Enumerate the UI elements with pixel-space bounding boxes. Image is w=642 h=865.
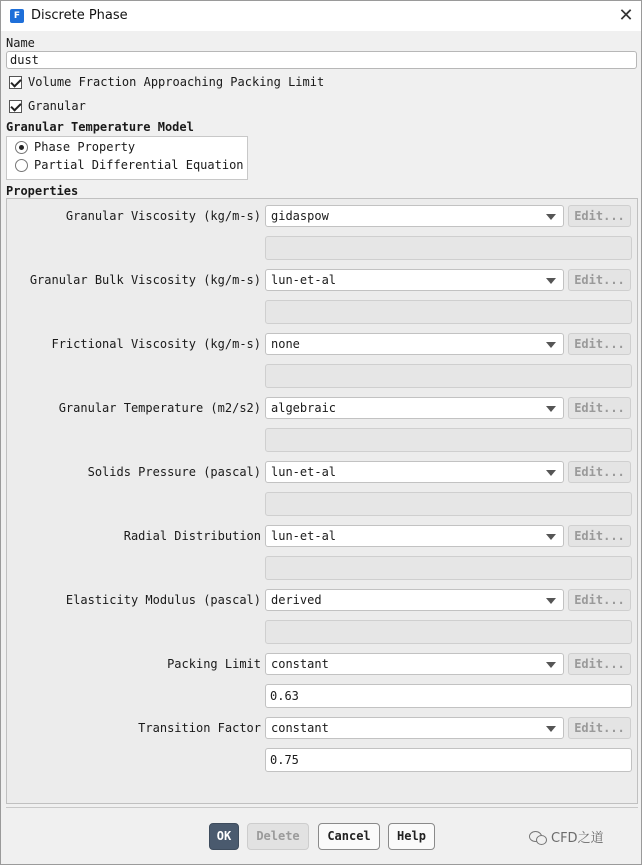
dropdown-value: lun-et-al: [271, 465, 337, 479]
property-value-field: [265, 364, 632, 388]
property-value-field: [265, 236, 632, 260]
property-method-dropdown[interactable]: [265, 397, 564, 419]
property-label: Radial Distribution: [123, 529, 261, 543]
edit-button[interactable]: Edit...: [568, 269, 631, 291]
property-label: Granular Bulk Viscosity (kg/m-s): [29, 273, 261, 287]
edit-button[interactable]: Edit...: [568, 589, 631, 611]
chevron-down-icon: [546, 726, 556, 732]
granular-temperature-model-heading: Granular Temperature Model: [6, 120, 194, 134]
wechat-icon: [529, 830, 547, 844]
properties-heading: Properties: [6, 184, 79, 198]
separator: [6, 807, 638, 808]
title-bar: [1, 1, 641, 31]
edit-button[interactable]: Edit...: [568, 333, 631, 355]
phase-property-label[interactable]: Phase Property: [34, 140, 136, 154]
cancel-button[interactable]: Cancel: [318, 823, 380, 850]
dropdown-value: none: [271, 337, 300, 351]
edit-button[interactable]: Edit...: [568, 397, 631, 419]
phase-property-radio[interactable]: [15, 141, 28, 154]
dropdown-value: constant: [271, 657, 329, 671]
chevron-down-icon: [546, 342, 556, 348]
delete-button[interactable]: Delete: [247, 823, 309, 850]
dropdown-value: constant: [271, 721, 329, 735]
name-input[interactable]: dust: [6, 51, 637, 69]
dropdown-value: derived: [271, 593, 322, 607]
property-method-dropdown[interactable]: [265, 717, 564, 739]
dropdown-value: algebraic: [271, 401, 337, 415]
partial-differential-equation-radio[interactable]: [15, 159, 28, 172]
chevron-down-icon: [546, 214, 556, 220]
property-method-dropdown[interactable]: [265, 525, 564, 547]
packing-limit-value-input[interactable]: 0.63: [265, 684, 632, 708]
name-label: Name: [6, 36, 35, 50]
property-method-dropdown[interactable]: [265, 205, 564, 227]
property-value-field: [265, 428, 632, 452]
property-label: Solids Pressure (pascal): [87, 465, 261, 479]
chevron-down-icon: [546, 470, 556, 476]
property-method-dropdown[interactable]: [265, 589, 564, 611]
property-value-field: [265, 492, 632, 516]
property-method-dropdown[interactable]: [265, 269, 564, 291]
property-label: Packing Limit: [167, 657, 261, 671]
granular-label[interactable]: Granular: [28, 99, 86, 113]
property-label: Granular Temperature (m2/s2): [58, 401, 261, 415]
property-method-dropdown[interactable]: [265, 333, 564, 355]
property-value-field: [265, 620, 632, 644]
granular-checkbox[interactable]: [9, 100, 22, 113]
property-label: Frictional Viscosity (kg/m-s): [51, 337, 261, 351]
dropdown-value: gidaspow: [271, 209, 329, 223]
watermark: [529, 827, 604, 846]
property-method-dropdown[interactable]: [265, 461, 564, 483]
dropdown-value: lun-et-al: [271, 273, 337, 287]
watermark-text: CFD之道: [551, 831, 604, 846]
volume-fraction-checkbox[interactable]: [9, 76, 22, 89]
chevron-down-icon: [546, 662, 556, 668]
chevron-down-icon: [546, 598, 556, 604]
help-button[interactable]: Help: [388, 823, 435, 850]
dialog-title: Discrete Phase: [31, 8, 128, 23]
edit-button[interactable]: Edit...: [568, 717, 631, 739]
transition-factor-value-input[interactable]: 0.75: [265, 748, 632, 772]
edit-button[interactable]: Edit...: [568, 205, 631, 227]
dropdown-value: lun-et-al: [271, 529, 337, 543]
property-label: Transition Factor: [138, 721, 261, 735]
edit-button[interactable]: Edit...: [568, 461, 631, 483]
partial-differential-equation-label[interactable]: Partial Differential Equation: [34, 158, 244, 172]
chevron-down-icon: [546, 534, 556, 540]
edit-button[interactable]: Edit...: [568, 653, 631, 675]
fluent-app-icon: F: [10, 9, 24, 23]
chevron-down-icon: [546, 278, 556, 284]
property-value-field: [265, 300, 632, 324]
property-label: Elasticity Modulus (pascal): [65, 593, 261, 607]
ok-button[interactable]: OK: [209, 823, 239, 850]
volume-fraction-label[interactable]: Volume Fraction Approaching Packing Limit: [28, 75, 325, 89]
property-value-field: [265, 556, 632, 580]
edit-button[interactable]: Edit...: [568, 525, 631, 547]
property-method-dropdown[interactable]: [265, 653, 564, 675]
chevron-down-icon: [546, 406, 556, 412]
close-icon[interactable]: ✕: [618, 5, 634, 26]
property-label: Granular Viscosity (kg/m-s): [65, 209, 261, 223]
